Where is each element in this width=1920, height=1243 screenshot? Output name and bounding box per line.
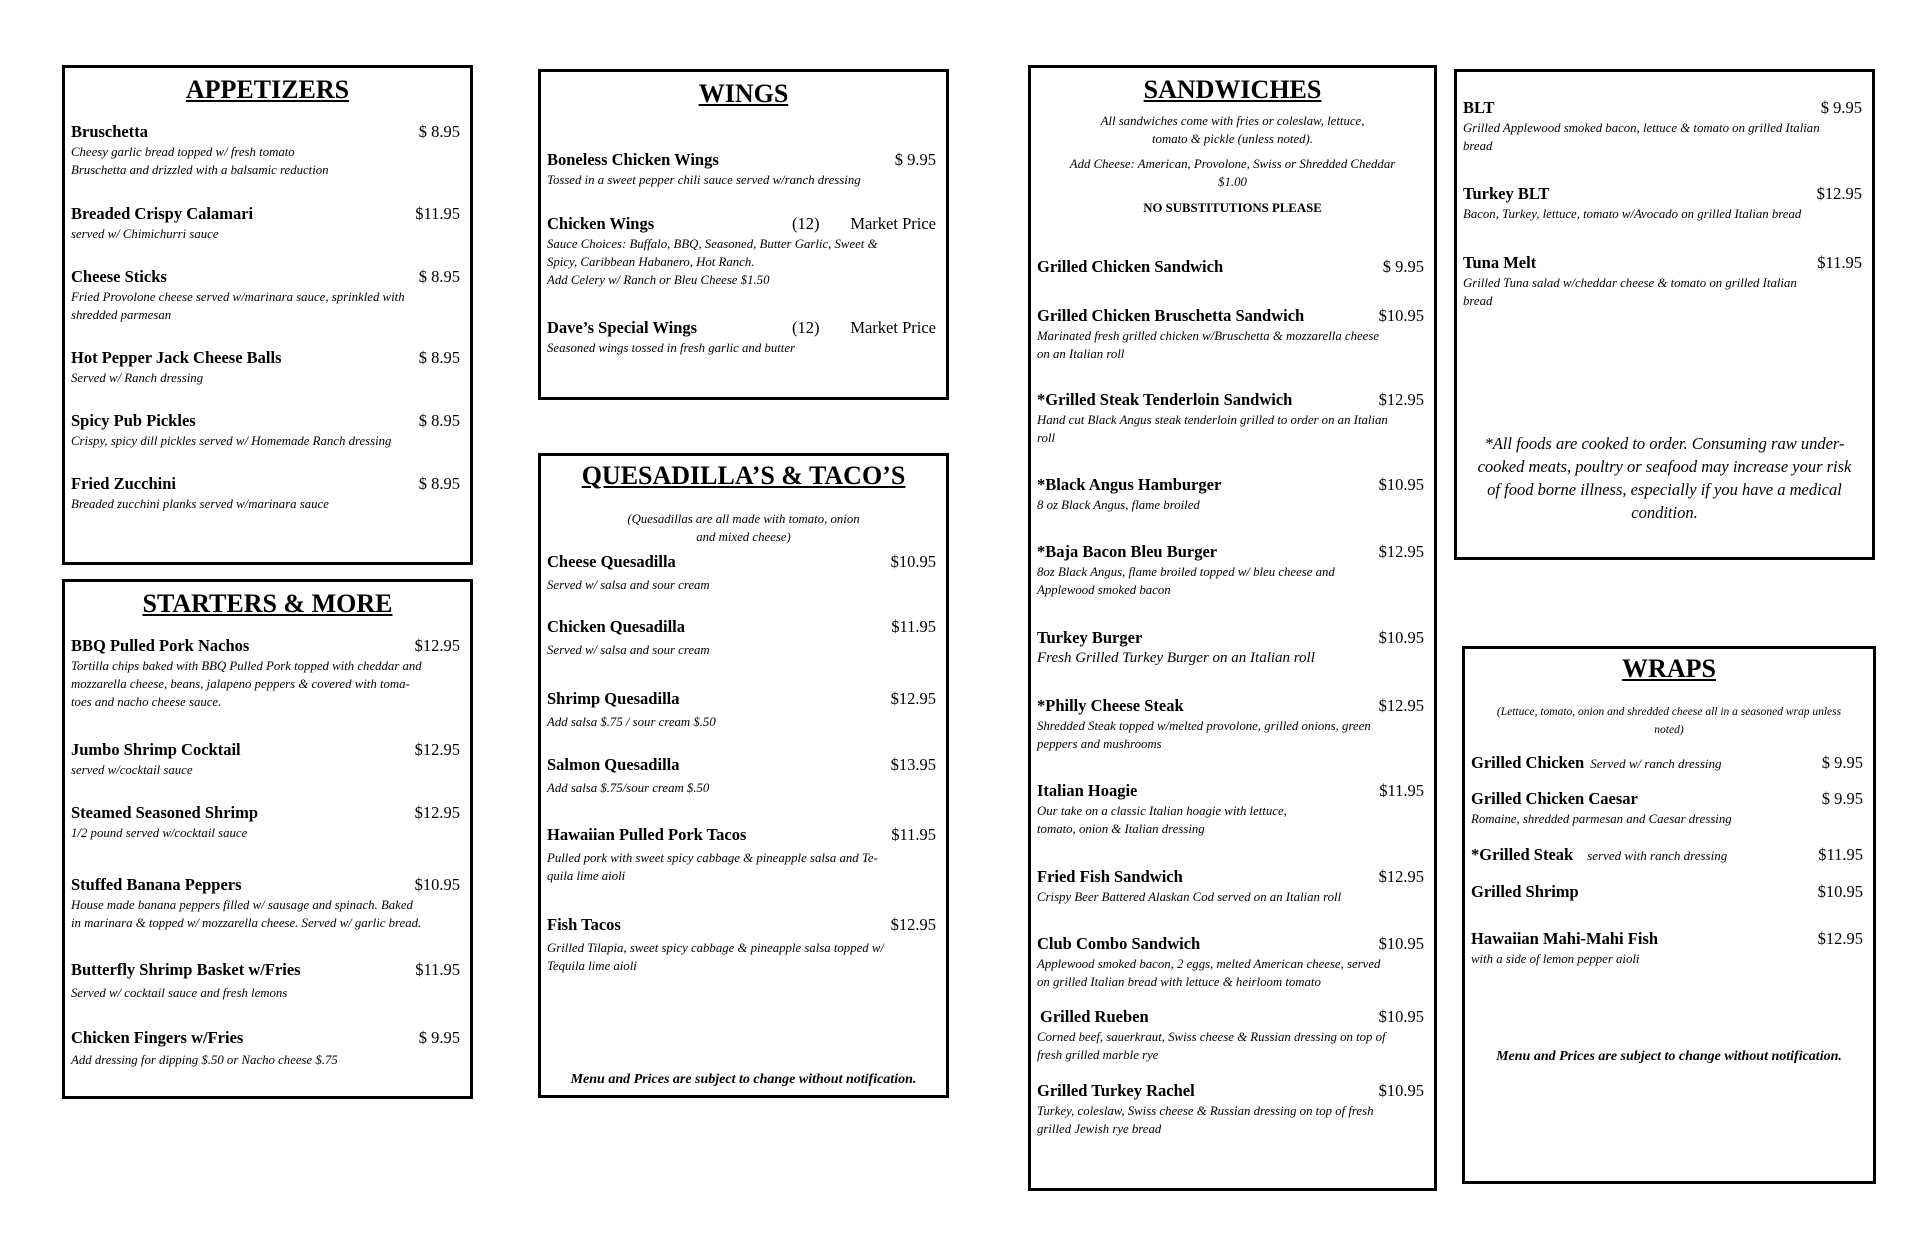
- item-name: Grilled Chicken Sandwich: [1037, 257, 1224, 276]
- item-price: Market Price: [850, 318, 936, 337]
- item-price: $ 8.95: [418, 122, 460, 141]
- item-description: Bacon, Turkey, lettuce, tomato w/Avocado on grilled Italian bread: [1463, 207, 1802, 221]
- item-price: $11.95: [1379, 781, 1424, 800]
- item-description: Grilled Tuna salad w/cheddar cheese & tomato on grilled Italian bread: [1463, 276, 1797, 308]
- section-title: WINGS: [698, 79, 789, 108]
- section-title: STARTERS & MORE: [142, 589, 393, 618]
- sandwiches-section: [1028, 65, 1437, 1191]
- item-description: Our take on a classic Italian hoagie with lettuce, tomato, onion & Italian dressing: [1037, 804, 1287, 836]
- item-description: served w/ Chimichurri sauce: [71, 227, 219, 241]
- wraps-section: [1462, 646, 1876, 1184]
- item-price: $11.95: [1817, 253, 1862, 272]
- item-price: $10.95: [414, 875, 460, 894]
- item-price: $13.95: [890, 755, 936, 774]
- item-description: Tossed in a sweet pepper chili sauce served w/ranch dressing: [547, 173, 861, 187]
- item-name: *Grilled Steak Tenderloin Sandwich: [1037, 390, 1293, 409]
- item-name: Butterfly Shrimp Basket w/Fries: [71, 960, 301, 979]
- item-description: Add salsa $.75/sour cream $.50: [547, 781, 710, 795]
- item-description: Pulled pork with sweet spicy cabbage & pineapple salsa and Te- quila lime aioli: [547, 851, 878, 883]
- item-price: $11.95: [1818, 845, 1863, 864]
- item-name: Grilled Chicken Bruschetta Sandwich: [1037, 306, 1305, 325]
- item-price: $12.95: [890, 915, 936, 934]
- item-price: $12.95: [414, 636, 460, 655]
- item-description: Breaded zucchini planks served w/marinara sauce: [71, 497, 329, 511]
- item-price: $10.95: [890, 552, 936, 571]
- item-name: Fried Zucchini: [71, 474, 176, 493]
- item-description: 8 oz Black Angus, flame broiled: [1037, 498, 1200, 512]
- item-price: $10.95: [1378, 306, 1424, 325]
- item-name: [1471, 882, 1579, 902]
- item-price: $ 8.95: [418, 267, 460, 286]
- item-name: Cheese Sticks: [71, 267, 167, 286]
- item-description: Fried Provolone cheese served w/marinara sauce, sprinkled with shredded parmesan: [71, 290, 405, 322]
- item-price: $11.95: [891, 617, 936, 636]
- item-name: Chicken Fingers w/Fries: [71, 1028, 244, 1047]
- item-price: $ 9.95: [1820, 98, 1862, 117]
- item-description: Sauce Choices: Buffalo, BBQ, Seasoned, Butter Garlic, Sweet & Spicy, Caribbean Habanero, Hot Ranch. Add Celery w/ Ranch or Bleu Cheese $1.50: [547, 237, 878, 287]
- more-sandwiches-section: [1454, 69, 1875, 560]
- item-name: [1471, 929, 1658, 949]
- item-name: Tuna Melt: [1463, 253, 1537, 272]
- item-description: Corned beef, sauerkraut, Swiss cheese & Russian dressing on top of fresh grilled marble rye: [1037, 1030, 1386, 1062]
- item-description: Served w/ cocktail sauce and fresh lemons: [71, 986, 288, 1000]
- section-note: (Lettuce, tomato, onion and shredded cheese all in a seasoned wrap unless noted): [1496, 706, 1842, 736]
- item-description: Served w/ Ranch dressing: [71, 371, 204, 385]
- item-description: House made banana peppers filled w/ sausage and spinach. Baked in marinara & topped w/ mozzarella cheese. Served w/ garlic bread.: [71, 898, 422, 930]
- item-description: served w/cocktail sauce: [71, 763, 193, 777]
- item-description: Hand cut Black Angus steak tenderloin grilled to order on an Italian roll: [1037, 413, 1388, 445]
- item-description: Add dressing for dipping $.50 or Nacho cheese $.75: [71, 1053, 338, 1067]
- item-price: $10.95: [1378, 1081, 1424, 1100]
- item-description: Cheesy garlic bread topped w/ fresh tomato Bruschetta and drizzled with a balsamic reduction: [71, 145, 329, 177]
- wings-section: [538, 69, 949, 400]
- item-description: Served w/ salsa and sour cream: [547, 643, 710, 657]
- item-name: [1471, 845, 1727, 865]
- item-name: Turkey BLT: [1463, 184, 1550, 203]
- item-description: Crispy, spicy dill pickles served w/ Homemade Ranch dressing: [71, 434, 392, 448]
- starters-section: [62, 579, 473, 1099]
- item-description: 8oz Black Angus, flame broiled topped w/ bleu cheese and Applewood smoked bacon: [1037, 565, 1335, 597]
- item-name: Hawaiian Pulled Pork Tacos: [547, 825, 747, 844]
- item-name: Grilled Turkey Rachel: [1037, 1081, 1195, 1100]
- item-description: Applewood smoked bacon, 2 eggs, melted American cheese, served on grilled Italian bread with lettuce & heirloom tomato: [1037, 957, 1381, 989]
- item-name: Dave’s Special Wings: [547, 318, 698, 337]
- item-name: Chicken Wings: [547, 214, 655, 233]
- item-description: Crispy Beer Battered Alaskan Cod served on an Italian roll: [1037, 890, 1342, 904]
- item-price: $ 9.95: [1821, 753, 1863, 772]
- section-note: All sandwiches come with fries or coleslaw, lettuce, tomato & pickle (unless noted).: [1100, 114, 1365, 146]
- price-disclaimer: Menu and Prices are subject to change without notification.: [570, 1072, 917, 1087]
- item-description: Fresh Grilled Turkey Burger on an Italian roll: [1037, 650, 1315, 666]
- item-price: $12.95: [414, 740, 460, 759]
- item-description: Served w/ salsa and sour cream: [547, 578, 710, 592]
- item-description: Add salsa $.75 / sour cream $.50: [547, 715, 716, 729]
- section-note: (Quesadillas are all made with tomato, onion and mixed cheese): [627, 512, 860, 544]
- item-price: $12.95: [1378, 696, 1424, 715]
- item-price: $12.95: [1378, 867, 1424, 886]
- item-price: $ 8.95: [418, 411, 460, 430]
- item-name: Breaded Crispy Calamari: [71, 204, 254, 223]
- item-description: Turkey, coleslaw, Swiss cheese & Russian dressing on top of fresh grilled Jewish rye bread: [1037, 1104, 1374, 1136]
- item-description: Grilled Applewood smoked bacon, lettuce & tomato on grilled Italian bread: [1463, 121, 1820, 153]
- item-name: Hot Pepper Jack Cheese Balls: [71, 348, 282, 367]
- item-name-text: *Grilled Steak: [1471, 845, 1574, 864]
- item-price: $ 9.95: [1821, 789, 1863, 808]
- item-name: Grilled Rueben: [1040, 1007, 1149, 1026]
- section-title: WRAPS: [1622, 654, 1716, 683]
- appetizers-section: [62, 65, 473, 565]
- item-description: Grilled Tilapia, sweet spicy cabbage & pineapple salsa topped w/ Tequila lime aioli: [547, 941, 884, 973]
- item-name: *Black Angus Hamburger: [1037, 475, 1222, 494]
- item-name: Italian Hoagie: [1037, 781, 1138, 800]
- item-name: Jumbo Shrimp Cocktail: [71, 740, 241, 759]
- item-name: [1471, 789, 1638, 809]
- item-description: Shredded Steak topped w/melted provolone, grilled onions, green peppers and mushrooms: [1037, 719, 1371, 751]
- item-price: Market Price: [850, 214, 936, 233]
- item-price: $ 8.95: [418, 348, 460, 367]
- item-description: Romaine, shredded parmesan and Caesar dressing: [1471, 812, 1732, 826]
- item-name: *Baja Bacon Bleu Burger: [1037, 542, 1218, 561]
- item-description: 1/2 pound served w/cocktail sauce: [71, 826, 248, 840]
- item-name: Salmon Quesadilla: [547, 755, 680, 774]
- item-name-text: Grilled Chicken: [1471, 753, 1585, 772]
- item-price: $12.95: [1816, 184, 1862, 203]
- item-price: $10.95: [1378, 475, 1424, 494]
- item-name: BLT: [1463, 98, 1495, 117]
- item-name: Cheese Quesadilla: [547, 552, 676, 571]
- item-name: Fried Fish Sandwich: [1037, 867, 1183, 886]
- item-quantity: (12): [792, 318, 820, 337]
- item-name: Stuffed Banana Peppers: [71, 875, 242, 894]
- no-substitutions-note: NO SUBSTITUTIONS PLEASE: [1143, 201, 1322, 215]
- food-safety-warning: *All foods are cooked to order. Consuming raw under- cooked meats, poultry or seafood may increase your risk of food borne illness, especially if you have a medical condition.: [1477, 434, 1852, 522]
- item-name: Chicken Quesadilla: [547, 617, 685, 636]
- item-name: Bruschetta: [71, 122, 148, 141]
- item-inline-note: served with ranch dressing: [1587, 848, 1728, 863]
- item-name: Steamed Seasoned Shrimp: [71, 803, 259, 822]
- item-inline-note: Served w/ ranch dressing: [1590, 756, 1722, 771]
- item-price: $12.95: [1817, 929, 1863, 948]
- item-price: $ 8.95: [418, 474, 460, 493]
- item-name: Shrimp Quesadilla: [547, 689, 680, 708]
- quesadillas-section: [538, 453, 949, 1098]
- item-name: Boneless Chicken Wings: [547, 150, 719, 169]
- item-name-text: Grilled Shrimp: [1471, 882, 1579, 901]
- item-price: $11.95: [891, 825, 936, 844]
- item-description: Seasoned wings tossed in fresh garlic and butter: [547, 341, 795, 355]
- price-disclaimer: Menu and Prices are subject to change without notification.: [1496, 1049, 1842, 1064]
- item-name-text: Hawaiian Mahi-Mahi Fish: [1471, 929, 1659, 948]
- item-price: $10.95: [1378, 1007, 1424, 1026]
- item-name-text: Grilled Chicken Caesar: [1471, 789, 1638, 808]
- item-price: $ 9.95: [1382, 257, 1424, 276]
- item-price: $12.95: [890, 689, 936, 708]
- item-price: $12.95: [1378, 542, 1424, 561]
- item-name: Club Combo Sandwich: [1037, 934, 1201, 953]
- item-description: with a side of lemon pepper aioli: [1471, 952, 1640, 966]
- item-price: $10.95: [1378, 628, 1424, 647]
- item-name: [1471, 753, 1722, 773]
- item-price: $ 9.95: [894, 150, 936, 169]
- item-name: BBQ Pulled Pork Nachos: [71, 636, 250, 655]
- item-name: Fish Tacos: [547, 915, 621, 934]
- item-name: *Philly Cheese Steak: [1037, 696, 1184, 715]
- item-name: Spicy Pub Pickles: [71, 411, 196, 430]
- item-price: $12.95: [1378, 390, 1424, 409]
- item-description: Tortilla chips baked with BBQ Pulled Pork topped with cheddar and mozzarella cheese, beans, jalapeno peppers & covered with toma- toes and nacho cheese sauce.: [71, 659, 422, 709]
- item-description: Marinated fresh grilled chicken w/Bruschetta & mozzarella cheese on an Italian roll: [1037, 329, 1380, 361]
- section-title: QUESADILLA’S & TACO’S: [581, 461, 906, 490]
- section-title: APPETIZERS: [185, 75, 350, 104]
- section-title: SANDWICHES: [1143, 75, 1322, 104]
- cheese-note: Add Cheese: American, Provolone, Swiss or Shredded Cheddar $1.00: [1069, 157, 1396, 189]
- item-price: $ 9.95: [418, 1028, 460, 1047]
- item-price: $10.95: [1817, 882, 1863, 901]
- item-name: Turkey Burger: [1037, 628, 1143, 647]
- item-price: $11.95: [415, 204, 460, 223]
- item-quantity: (12): [792, 214, 820, 233]
- item-price: $10.95: [1378, 934, 1424, 953]
- item-price: $12.95: [414, 803, 460, 822]
- item-price: $11.95: [415, 960, 460, 979]
